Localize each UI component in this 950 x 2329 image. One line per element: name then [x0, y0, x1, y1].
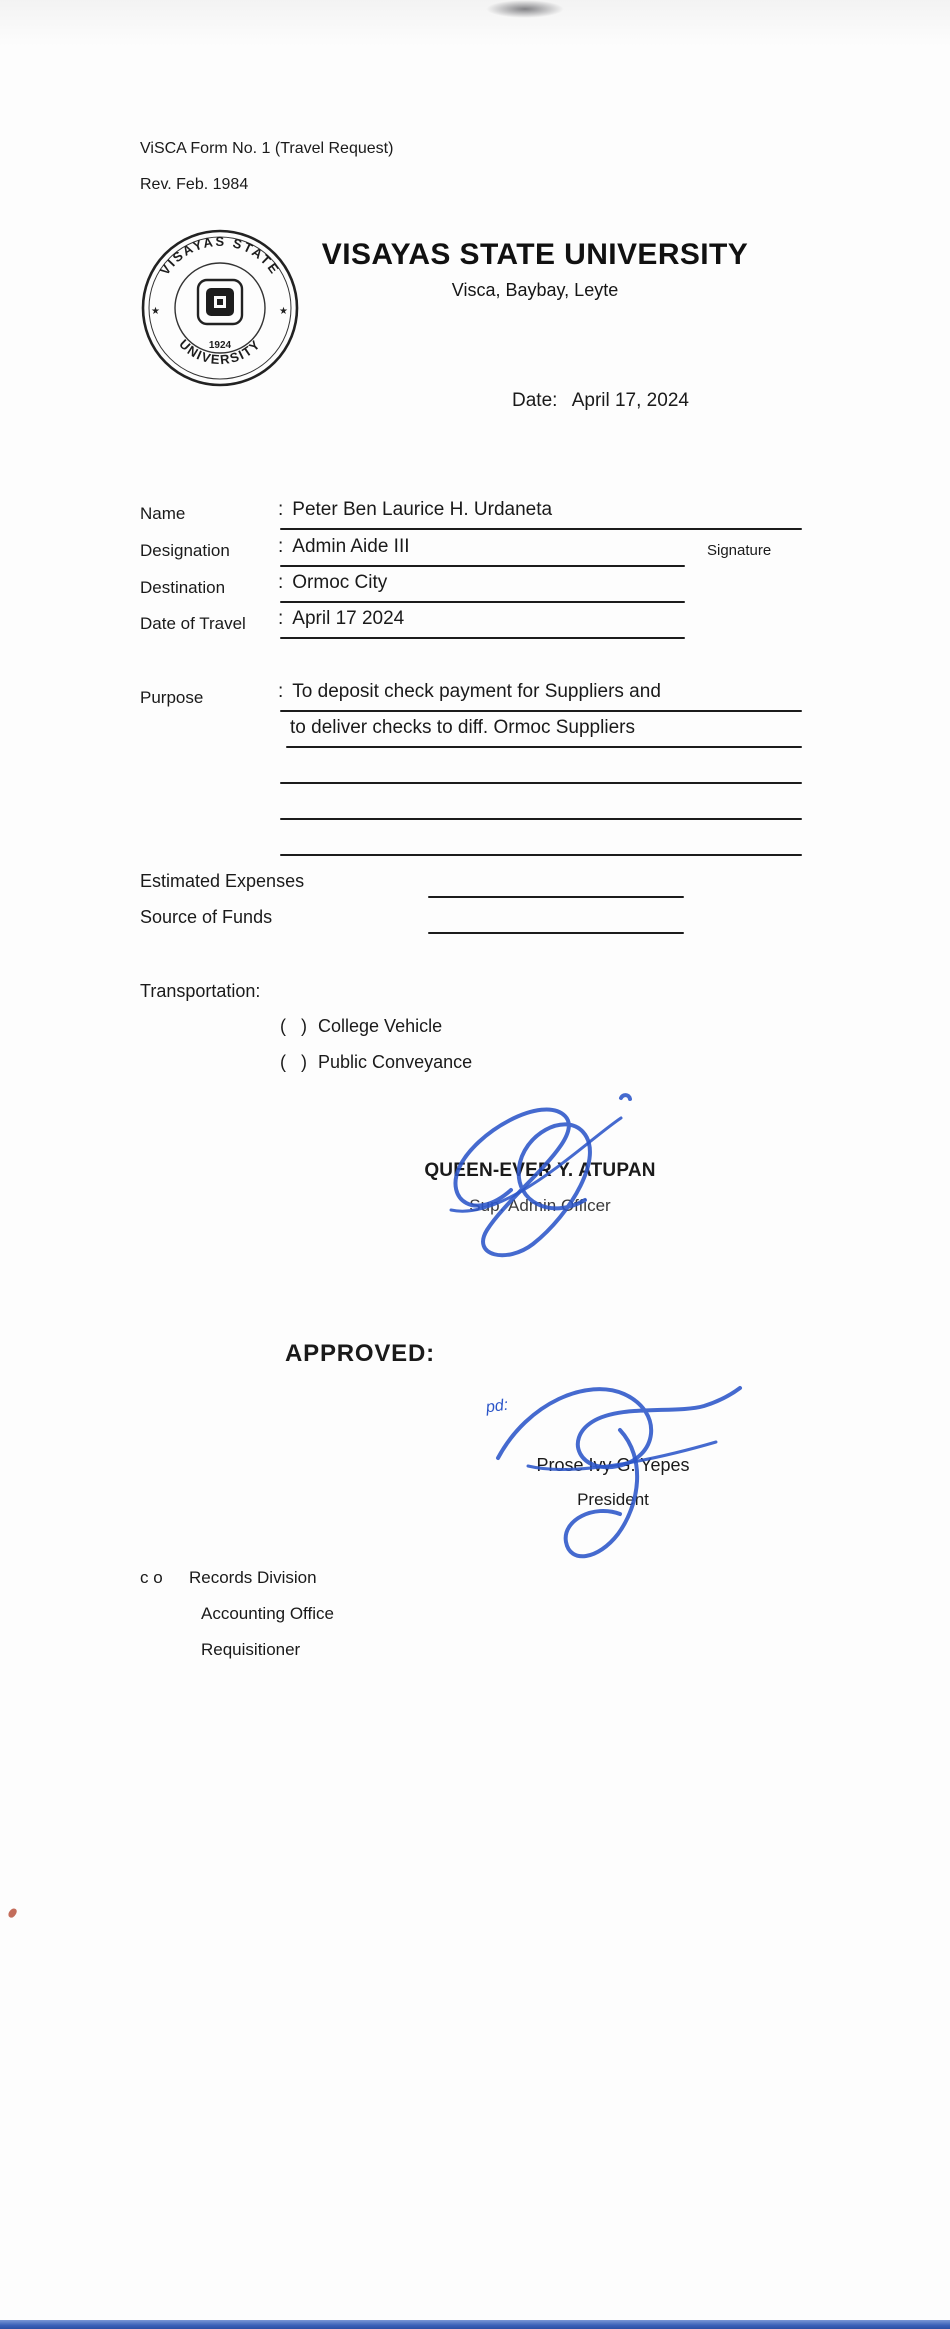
recommending-officer-title: Sup. Admin Officer — [469, 1196, 611, 1215]
university-address: Visca, Baybay, Leyte — [451, 280, 619, 300]
date-value: April 17, 2024 — [571, 390, 689, 411]
header-block — [270, 238, 800, 301]
source-of-funds-label: Source of Funds — [140, 907, 273, 927]
cc-item-accounting-office: Accounting Office — [201, 1604, 334, 1623]
purpose-underline-3 — [280, 782, 802, 784]
red-ink-speck — [7, 1907, 18, 1919]
university-name: VISAYAS STATE UNIVERSITY — [321, 238, 749, 271]
scan-edge-bottom — [0, 2320, 950, 2329]
option-public-conveyance: ( ) Public Conveyance — [280, 1052, 473, 1072]
cc-item-records-division: Records Division — [189, 1568, 317, 1587]
purpose-underline-5 — [280, 854, 802, 856]
estimated-expenses-underline — [428, 896, 684, 898]
estimated-expenses-label: Estimated Expenses — [140, 871, 305, 891]
destination-underline — [280, 601, 685, 603]
purpose-label: Purpose — [140, 688, 204, 707]
seal-star-right-icon: ★ — [279, 306, 288, 317]
date-line — [512, 390, 689, 412]
form-revision: Rev. Feb. 1984 — [140, 176, 249, 193]
purpose-underline-2 — [286, 746, 802, 748]
president-title: President — [577, 1490, 649, 1509]
cc-label: c o — [140, 1568, 163, 1587]
seal-year: 1924 — [208, 340, 232, 351]
date-of-travel-underline — [280, 637, 685, 639]
name-underline — [280, 528, 802, 530]
approval-initials: pd: — [484, 1396, 510, 1417]
svg-text:VISAYAS STATE — [157, 234, 283, 278]
approved-heading: APPROVED: — [285, 1340, 435, 1367]
name-label: Name — [140, 504, 186, 523]
purpose-underline-1 — [280, 710, 802, 712]
designation-value: : Admin Aide III — [278, 536, 410, 557]
seal-bottom-text: UNIVERSITY — [176, 336, 264, 368]
recommending-officer-name: QUEEN-EVER Y. ATUPAN — [424, 1160, 656, 1181]
purpose-line-1: : To deposit check payment for Suppliers and — [278, 681, 661, 702]
designation-underline — [280, 565, 685, 567]
name-value: : Peter Ben Laurice H. Urdaneta — [278, 499, 553, 520]
option-college-vehicle: ( ) College Vehicle — [280, 1016, 443, 1036]
signature-label: Signature — [707, 542, 772, 559]
purpose-line-2: to deliver checks to diff. Ormoc Suppliers — [290, 717, 635, 738]
designation-label: Designation — [140, 541, 230, 560]
date-of-travel-value: : April 17 2024 — [278, 608, 405, 629]
seal-top-text: VISAYAS STATE — [156, 233, 284, 278]
purpose-underline-4 — [280, 818, 802, 820]
date-of-travel-label: Date of Travel — [140, 614, 246, 633]
cc-item-requisitioner: Requisitioner — [201, 1640, 301, 1659]
date-label: Date: — [512, 390, 558, 411]
source-of-funds-underline — [428, 932, 684, 934]
president-name: Prose Ivy G. Yepes — [536, 1455, 690, 1475]
destination-label: Destination — [140, 578, 226, 597]
transportation-label: Transportation: — [140, 981, 261, 1001]
college-vehicle-checkbox: ( ) — [280, 1016, 307, 1036]
scan-smudge-top — [486, 0, 564, 18]
seal-star-left-icon: ★ — [151, 306, 160, 317]
public-conveyance-checkbox: ( ) — [280, 1052, 307, 1072]
form-number: ViSCA Form No. 1 (Travel Request) — [140, 140, 394, 157]
destination-value: : Ormoc City — [278, 572, 388, 593]
